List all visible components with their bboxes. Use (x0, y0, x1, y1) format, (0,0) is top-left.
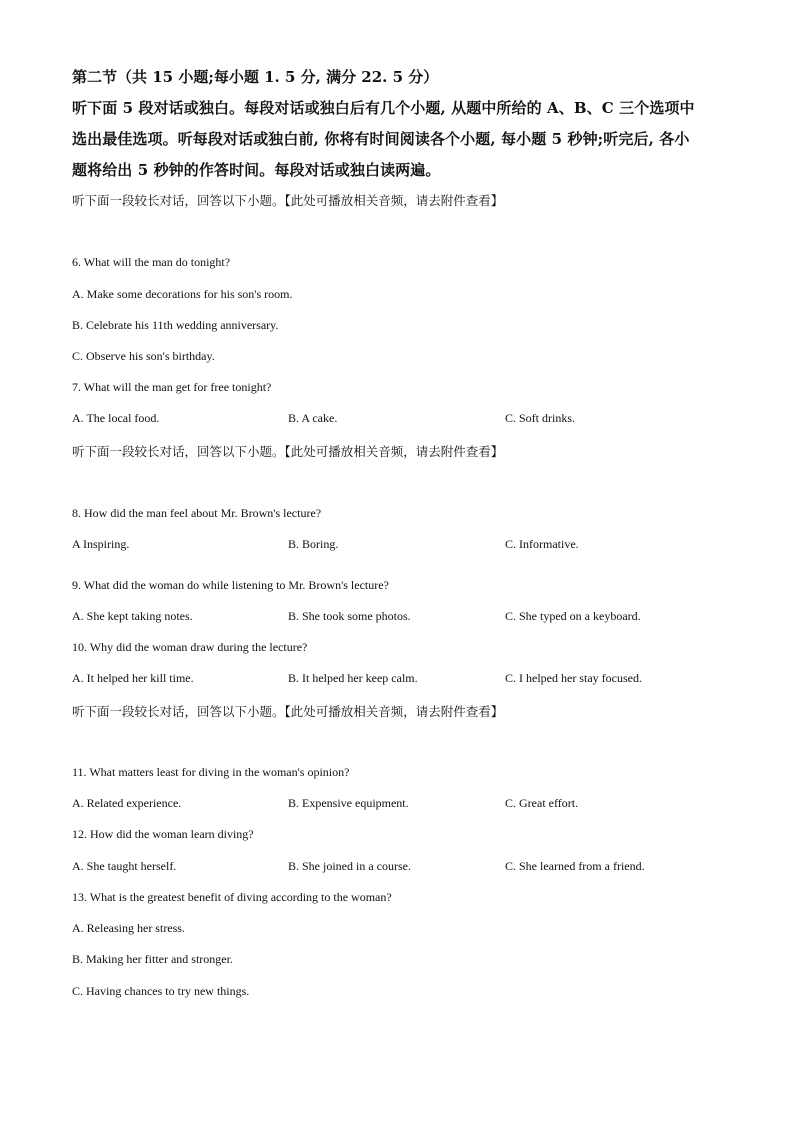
question-7-stem: 7. What will the man get for free tonight? (72, 380, 272, 394)
question-13-stem: 13. What is the greatest benefit of diving according to the woman? (72, 890, 392, 904)
question-6-stem: 6. What will the man do tonight? (72, 255, 231, 269)
question-10-option-b: B. It helped her keep calm. (288, 671, 418, 685)
question-6-option-a: A. Make some decorations for his son's room. (72, 287, 293, 301)
audio-note-1: 听下面一段较长对话，回答以下小题。【此处可播放相关音频，请去附件查看】 (72, 193, 504, 208)
instructions-line-3: 题将给出 5 秒钟的作答时间。每段对话或独白读两遍。 (72, 161, 441, 179)
question-11-option-c: C. Great effort. (505, 796, 579, 810)
question-13-option-a: A. Releasing her stress. (72, 921, 185, 935)
section-title: 第二节（共 15 小题;每小题 1. 5 分, 满分 22. 5 分） (72, 68, 439, 86)
question-11-option-a: A. Related experience. (72, 796, 182, 810)
question-12-option-b: B. She joined in a course. (288, 859, 411, 873)
question-10-stem: 10. Why did the woman draw during the lecture? (72, 640, 308, 654)
question-6-option-b: B. Celebrate his 11th wedding anniversary. (72, 318, 279, 332)
instructions-line-2: 选出最佳选项。听每段对话或独白前, 你将有时间阅读各个小题, 每小题 5 秒钟;听完后, 各小 (72, 130, 690, 148)
instructions-line-1: 听下面 5 段对话或独白。每段对话或独白后有几个小题, 从题中所给的 A、B、C 三个选项中 (72, 99, 695, 117)
question-9-stem: 9. What did the woman do while listening to Mr. Brown's lecture? (72, 578, 389, 592)
question-8-option-b: B. Boring. (288, 537, 339, 551)
question-7-option-b: B. A cake. (288, 411, 338, 425)
question-12-stem: 12. How did the woman learn diving? (72, 827, 254, 841)
question-12-option-a: A. She taught herself. (72, 859, 177, 873)
question-12-option-c: C. She learned from a friend. (505, 859, 645, 873)
question-7-option-a: A. The local food. (72, 411, 160, 425)
question-13-option-b: B. Making her fitter and stronger. (72, 952, 233, 966)
question-11-stem: 11. What matters least for diving in the woman's opinion? (72, 765, 350, 779)
question-11-option-b: B. Expensive equipment. (288, 796, 409, 810)
question-8-option-a: A Inspiring. (72, 537, 130, 551)
question-13-option-c: C. Having chances to try new things. (72, 984, 250, 998)
question-10-option-a: A. It helped her kill time. (72, 671, 194, 685)
question-8-option-c: C. Informative. (505, 537, 579, 551)
question-9-option-c: C. She typed on a keyboard. (505, 609, 641, 623)
question-10-option-c: C. I helped her stay focused. (505, 671, 642, 685)
question-7-option-c: C. Soft drinks. (505, 411, 576, 425)
question-9-option-a: A. She kept taking notes. (72, 609, 193, 623)
question-9-option-b: B. She took some photos. (288, 609, 411, 623)
audio-note-3: 听下面一段较长对话，回答以下小题。【此处可播放相关音频，请去附件查看】 (72, 704, 504, 719)
question-8-stem: 8. How did the man feel about Mr. Brown's lecture? (72, 506, 322, 520)
audio-note-2: 听下面一段较长对话，回答以下小题。【此处可播放相关音频，请去附件查看】 (72, 444, 504, 459)
question-6-option-c: C. Observe his son's birthday. (72, 349, 215, 363)
